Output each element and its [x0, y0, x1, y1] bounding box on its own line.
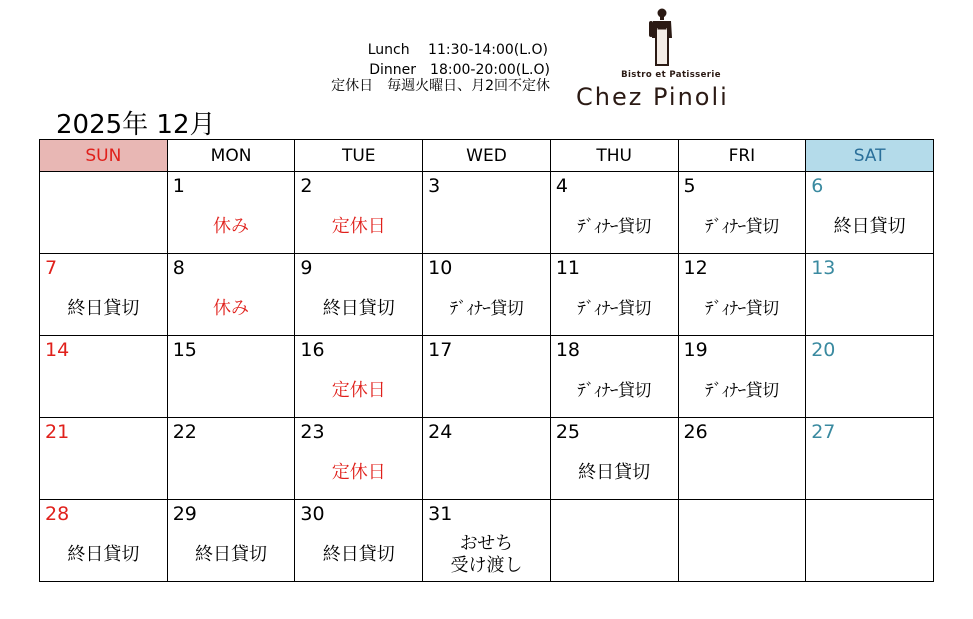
- calendar-day-cell: [806, 418, 934, 500]
- calendar-day-cell: [295, 254, 423, 336]
- weekday-thu: THU: [550, 140, 678, 172]
- day-number: 19: [683, 339, 708, 361]
- day-note: 終日貸切: [322, 544, 395, 565]
- calendar-day-cell: [550, 418, 678, 500]
- day-note: ﾃﾞｨﾅｰ貸切: [705, 299, 779, 319]
- day-number: 31: [428, 503, 453, 525]
- day-number: 3: [428, 175, 441, 197]
- day-number: 18: [555, 339, 580, 361]
- calendar-day-cell: [423, 172, 551, 254]
- day-number: 5: [683, 175, 696, 197]
- calendar-day-cell: [550, 500, 678, 582]
- calendar-day-cell: [678, 500, 806, 582]
- weekday-sat: SAT: [806, 140, 934, 172]
- weekday-wed: WED: [423, 140, 551, 172]
- calendar-day-cell: [550, 172, 678, 254]
- day-number: 6: [811, 175, 824, 197]
- day-number: 1: [172, 175, 185, 197]
- calendar-week-row: [40, 336, 934, 418]
- day-note: 終日貸切: [67, 298, 140, 319]
- regular-holiday: 定休日 毎週火曜日、月2回不定休: [331, 78, 550, 94]
- calendar-day-cell: [806, 254, 934, 336]
- day-note: おせち 受け渡し: [450, 533, 523, 576]
- day-number: 13: [811, 257, 836, 279]
- day-note: ﾃﾞｨﾅｰ貸切: [449, 299, 524, 319]
- day-note: ﾃﾞｨﾅｰ貸切: [705, 381, 779, 401]
- day-note: 休み: [213, 216, 250, 237]
- restaurant-logo: [576, 8, 751, 112]
- day-note: 終日貸切: [67, 544, 140, 565]
- dinner-hours: Dinner 18:00-20:00(L.O): [369, 62, 550, 78]
- day-note: ﾃﾞｨﾅｰ貸切: [577, 299, 651, 319]
- day-note: 定休日: [331, 216, 386, 237]
- day-number: 26: [683, 421, 708, 443]
- calendar-day-cell: [295, 172, 423, 254]
- day-note: 終日貸切: [833, 216, 906, 237]
- day-number: 15: [172, 339, 197, 361]
- calendar-day-cell: [40, 254, 168, 336]
- calendar-day-cell: [678, 172, 806, 254]
- day-note: 終日貸切: [322, 298, 395, 319]
- calendar-body: [40, 172, 934, 582]
- day-number: 30: [300, 503, 325, 525]
- day-number: 22: [172, 421, 197, 443]
- calendar-day-cell: [167, 336, 295, 418]
- day-note: ﾃﾞｨﾅｰ貸切: [577, 381, 651, 401]
- day-note: ﾃﾞｨﾅｰ貸切: [705, 217, 779, 237]
- calendar-day-cell: [678, 254, 806, 336]
- calendar-week-row: [40, 254, 934, 336]
- calendar-day-cell: [678, 336, 806, 418]
- day-number: 24: [428, 421, 453, 443]
- calendar-day-cell: [423, 418, 551, 500]
- calendar-day-cell: [295, 336, 423, 418]
- lunch-hours: Lunch 11:30-14:00(L.O): [367, 42, 548, 58]
- day-number: 2: [300, 175, 313, 197]
- day-note: 終日貸切: [195, 544, 268, 565]
- day-note: 終日貸切: [578, 462, 651, 483]
- calendar-table: [39, 139, 934, 582]
- day-number: 27: [811, 421, 836, 443]
- calendar-week-row: [40, 418, 934, 500]
- calendar-day-cell: [167, 254, 295, 336]
- day-note: 定休日: [331, 462, 386, 483]
- calendar-day-cell: [806, 172, 934, 254]
- day-number: 10: [428, 257, 453, 279]
- day-number: 9: [300, 257, 313, 279]
- day-number: 21: [45, 421, 70, 443]
- day-number: 7: [45, 257, 58, 279]
- calendar-day-cell: [806, 500, 934, 582]
- month-title: 2025年 12月: [56, 110, 216, 140]
- calendar-day-cell: [295, 418, 423, 500]
- day-note: ﾃﾞｨﾅｰ貸切: [577, 217, 651, 237]
- calendar-day-cell: [167, 500, 295, 582]
- day-note: 定休日: [331, 380, 386, 401]
- calendar-day-cell: [40, 418, 168, 500]
- weekday-header-row: [40, 140, 934, 172]
- calendar-day-cell: [550, 336, 678, 418]
- calendar-day-cell: [550, 254, 678, 336]
- day-number: 11: [555, 257, 580, 279]
- weekday-mon: MON: [167, 140, 295, 172]
- calendar-day-cell: [167, 172, 295, 254]
- calendar-day-cell: [40, 172, 168, 254]
- day-number: 12: [683, 257, 708, 279]
- day-number: 28: [45, 503, 70, 525]
- day-number: 20: [811, 339, 836, 361]
- calendar-day-cell: [423, 336, 551, 418]
- calendar-day-cell: [167, 418, 295, 500]
- calendar-day-cell: [806, 336, 934, 418]
- calendar-week-row: [40, 172, 934, 254]
- weekday-sun: SUN: [40, 140, 168, 172]
- day-note: 休み: [213, 298, 250, 319]
- calendar-day-cell: [40, 500, 168, 582]
- calendar-day-cell: [295, 500, 423, 582]
- business-hours: [290, 40, 550, 96]
- calendar-day-cell: [423, 500, 551, 582]
- waiter-icon: [648, 8, 676, 66]
- day-number: 16: [300, 339, 325, 361]
- day-number: 8: [172, 257, 185, 279]
- calendar-day-cell: [678, 418, 806, 500]
- day-number: 4: [555, 175, 568, 197]
- calendar-week-row: [40, 500, 934, 582]
- logo-subtitle: Bistro et Patisserie: [621, 70, 721, 80]
- day-number: 23: [300, 421, 325, 443]
- calendar-day-cell: [40, 336, 168, 418]
- day-number: 14: [45, 339, 70, 361]
- weekday-fri: FRI: [678, 140, 806, 172]
- day-number: 29: [172, 503, 197, 525]
- logo-name: Chez Pinoli: [576, 83, 729, 111]
- calendar-day-cell: [423, 254, 551, 336]
- day-number: 25: [555, 421, 580, 443]
- weekday-tue: TUE: [295, 140, 423, 172]
- day-number: 17: [428, 339, 453, 361]
